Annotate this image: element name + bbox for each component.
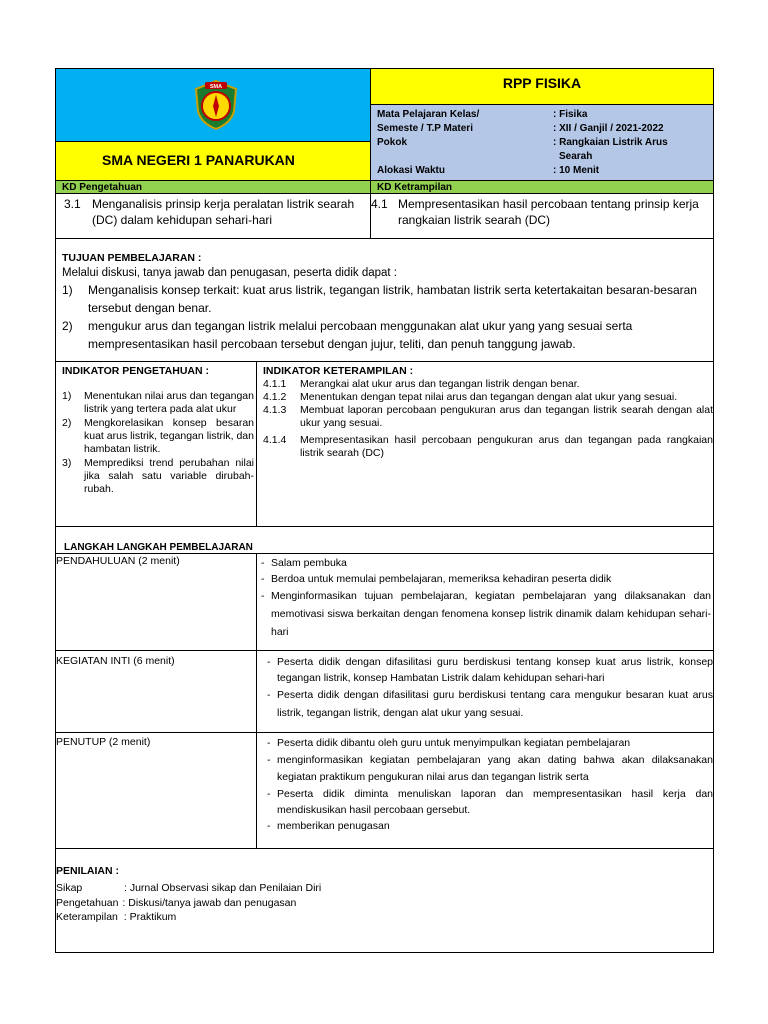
inti-item: - Peserta didik dengan difasilitasi guru berdiskusi tentang cara mengukur besaran kuat arus listrik, tegangan listrik, dengan alat ukur yang sesuai. <box>267 686 713 722</box>
penilaian-label: Keterampilan <box>56 911 118 923</box>
tujuan-intro: Melalui diskusi, tanya jawab dan penugasan, peserta didik dapat : <box>62 267 397 279</box>
penutup-label-cell <box>55 732 257 849</box>
penilaian-value: : Praktikum <box>123 911 177 923</box>
kd-pengetahuan-label: KD Pengetahuan <box>62 182 143 193</box>
item-text: Peserta didik dibantu oleh guru untuk menyimpulkan kegiatan pembelajaran <box>277 737 631 749</box>
penilaian-row <box>56 896 656 911</box>
penutup-content-cell <box>256 732 714 849</box>
indikator-ketrampilan-title: INDIKATOR KETERAMPILAN : <box>263 365 414 377</box>
tujuan-section <box>55 238 714 362</box>
inti-label-cell <box>55 650 257 733</box>
doc-title: RPP FISIKA <box>502 75 582 91</box>
penilaian-section <box>55 848 714 953</box>
info-label: Semeste / T.P Materi <box>377 123 473 134</box>
info-value: : XII / Ganjil / 2021-2022 <box>553 123 664 134</box>
indikator-ketrampilan-item <box>263 404 713 430</box>
penutup-label: PENUTUP (2 menit) <box>56 736 151 748</box>
inti-label: KEGIATAN INTI (6 menit) <box>56 655 175 667</box>
logo-text: SMA <box>209 84 223 91</box>
info-value: : Rangkaian Listrik Arus <box>553 137 668 148</box>
kd-ketrampilan-cell <box>370 193 714 239</box>
inti-content-cell <box>256 650 714 733</box>
tujuan-item-text: Menganalisis konsep terkait: kuat arus listrik, tegangan listrik, hambatan listrik serta ketertakaitan besaran-besaran tersebut dengan benar. <box>88 283 697 315</box>
item-text: menginformasikan kegiatan pembelajaran yang akan dating bahwa akan dilaksanakan kegiatan praktikum pengukuran nilai arus dan tegangan listrik serta <box>277 754 713 783</box>
penilaian-value: : Jurnal Observasi sikap dan Penilaian Diri <box>124 882 322 894</box>
item-num: 2) <box>62 417 72 429</box>
item-text: Menentukan nilai arus dan tegangan listrik yang tertera pada alat ukur <box>84 390 254 415</box>
info-value: : 10 Menit <box>553 165 600 176</box>
penutup-item: - menginformasikan kegiatan pembelajaran yang akan dating bahwa akan dilaksanakan kegiatan praktikum pengukuran nilai arus dan tegangan listrik serta <box>267 752 713 786</box>
penutup-item: - memberikan penugasan <box>267 818 713 835</box>
school-name-cell <box>55 141 371 181</box>
pendahuluan-label: PENDAHULUAN (2 menit) <box>56 555 180 567</box>
indikator-pengetahuan-item <box>62 457 254 496</box>
tujuan-item-text: mengukur arus dan tegangan listrik melalui percobaan menggunakan alat ukur yang yang sesuai serta mempresentasikan hasil percobaan tersebut dengan jujur, teliti, dan penuh tanggung jawab. <box>88 319 633 351</box>
pendahuluan-content-cell <box>256 553 714 651</box>
item-text: Mempresentasikan hasil percobaan pengukuran arus dan tegangan pada rangkaian listrik searah (DC) <box>300 434 713 459</box>
kd-pengetahuan-cell <box>55 193 371 239</box>
indikator-pengetahuan-item <box>62 390 254 416</box>
item-num: 3) <box>62 457 72 469</box>
penilaian-value: : Diskusi/tanya jawab dan penugasan <box>122 896 297 909</box>
info-cell <box>370 104 714 181</box>
info-label <box>377 150 479 164</box>
indikator-ketrampilan-cell <box>256 361 714 527</box>
kd-ketrampilan-header <box>370 180 714 194</box>
item-num: 4.1.2 <box>263 391 287 403</box>
inti-item: - Peserta didik dengan difasilitasi guru berdiskusi tentang konsep kuat arus listrik, konsep tegangan listrik, konsep Hambatan Listrik dalam kehidupan sehari-hari <box>267 656 713 684</box>
logo-area <box>55 68 371 142</box>
penutup-item: - Peserta didik dibantu oleh guru untuk menyimpulkan kegiatan pembelajaran <box>267 735 713 752</box>
title-cell <box>370 68 714 105</box>
kd-ketrampilan-label: KD Ketrampilan <box>377 182 453 193</box>
pendahuluan-item: - Berdoa untuk memulai pembelajaran, memeriksa kehadiran peserta didik <box>261 571 711 587</box>
penilaian-label: Sikap <box>56 882 83 894</box>
item-text: Menginformasikan tujuan pembelajaran, kegiatan pembelajaran yang dilaksanakan dan memotivasi siswa berkaitan dengan fenomena konsep listrik dinamik dalam kehidupan sehari-hari <box>271 590 711 638</box>
item-num: 4.1.4 <box>263 434 287 446</box>
school-logo <box>193 79 239 131</box>
school-name: SMA NEGERI 1 PANARUKAN <box>102 152 295 168</box>
indikator-pengetahuan-item <box>62 417 254 456</box>
tujuan-item <box>62 281 710 317</box>
tujuan-title: TUJUAN PEMBELAJARAN : <box>62 252 202 264</box>
item-text: Membuat laporan percobaan pengukuran arus dan tegangan listrik searah dengan alat ukur yang sesuai. <box>300 404 713 429</box>
item-text: Menentukan dengan tepat nilai arus dan tegangan dengan alat ukur yang sesuai. <box>300 391 678 403</box>
item-num: 4.1.1 <box>263 378 287 390</box>
pendahuluan-item: - Menginformasikan tujuan pembelajaran, kegiatan pembelajaran yang dilaksanakan dan memotivasi siswa berkaitan dengan fenomena konsep listrik dinamik dalam kehidupan sehari-hari <box>261 587 711 641</box>
item-num: 1) <box>62 390 72 402</box>
item-text: Berdoa untuk memulai pembelajaran, memeriksa kehadiran peserta didik <box>271 573 612 585</box>
indikator-pengetahuan-title: INDIKATOR PENGETAHUAN : <box>62 365 209 377</box>
info-value: : Fisika <box>553 109 588 120</box>
kd-ketrampilan-num: 4.1 <box>371 197 388 211</box>
indikator-ketrampilan-item <box>263 378 713 391</box>
info-label: Pokok <box>377 137 408 148</box>
pendahuluan-label-cell <box>55 553 257 651</box>
info-label: Mata Pelajaran Kelas/ <box>377 109 480 120</box>
penutup-item: - Peserta didik diminta menuliskan laporan dan mempresentasikan hasil kerja dan mendiskusikan hasil percobaan gersebut. <box>267 788 713 816</box>
item-text: Mengkorelasikan konsep besaran kuat arus listrik, tegangan listrik, dan hambatan listrik. <box>84 417 254 455</box>
langkah-title: LANGKAH LANGKAH PEMBELAJARAN <box>64 542 253 553</box>
item-text: Peserta didik dengan difasilitasi guru berdiskusi tentang cara mengukur besaran kuat arus listrik, tegangan listrik, dengan alat ukur yang sesuai. <box>277 689 713 719</box>
item-text: Peserta didik dengan difasilitasi guru berdiskusi tentang konsep kuat arus listrik, konsep tegangan listrik, konsep Hambatan Listrik dalam kehidupan sehari-hari <box>277 656 713 684</box>
tujuan-item-num: 2) <box>62 319 73 333</box>
item-text: Salam pembuka <box>271 557 347 569</box>
penilaian-label: Pengetahuan <box>56 896 119 909</box>
tujuan-item-num: 1) <box>62 283 73 297</box>
kd-pengetahuan-num: 3.1 <box>64 197 81 211</box>
item-text: Peserta didik diminta menuliskan laporan dan mempresentasikan hasil kerja dan mendiskusikan hasil percobaan gersebut. <box>277 788 713 816</box>
info-value: Searah <box>559 151 593 162</box>
kd-pengetahuan-header <box>55 180 371 194</box>
tujuan-item <box>62 317 710 353</box>
penilaian-row <box>56 910 656 925</box>
item-num: 4.1.3 <box>263 404 287 416</box>
pendahuluan-item: - Salam pembuka <box>261 555 711 571</box>
kd-ketrampilan-text: Mempresentasikan hasil percobaan tentang prinsip kerja rangkaian listrik searah (DC) <box>398 197 699 227</box>
indikator-pengetahuan-cell <box>55 361 257 527</box>
langkah-title-cell <box>55 526 714 554</box>
item-text: Memprediksi trend perubahan nilai jika salah satu variable dirubah-rubah. <box>84 457 254 495</box>
penilaian-title: PENILAIAN : <box>56 865 119 877</box>
indikator-ketrampilan-item <box>263 434 713 460</box>
item-text: Merangkai alat ukur arus dan tegangan listrik dengan benar. <box>300 378 580 390</box>
rpp-document <box>55 68 714 953</box>
item-text: memberikan penugasan <box>277 820 390 832</box>
kd-pengetahuan-text: Menganalisis prinsip kerja peralatan listrik searah (DC) dalam kehidupan sehari-hari <box>92 197 355 227</box>
info-label: Alokasi Waktu <box>377 165 445 176</box>
indikator-ketrampilan-item <box>263 391 713 404</box>
penilaian-row <box>56 881 656 896</box>
